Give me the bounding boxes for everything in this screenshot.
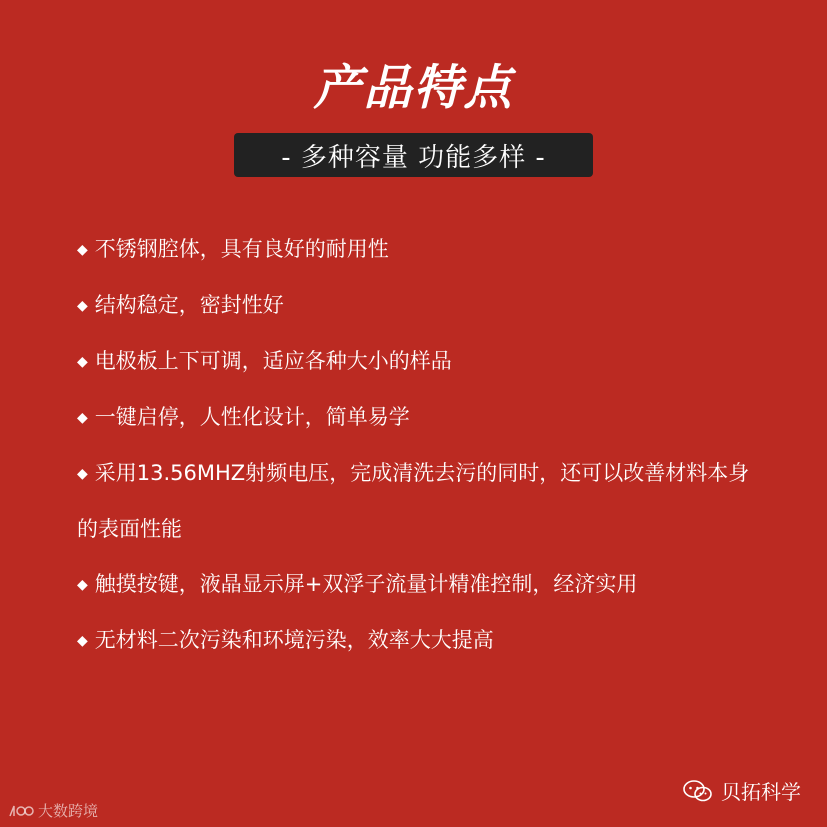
feature-item xyxy=(77,278,757,334)
watermark-label: 大数跨境 xyxy=(38,802,99,820)
brand-signature xyxy=(683,776,801,805)
feature-item xyxy=(77,334,757,390)
feature-item xyxy=(77,446,757,557)
feature-item xyxy=(77,390,757,446)
diamond-bullet-icon: ◆ xyxy=(77,633,88,649)
subtitle-text: - 多种容量 功能多样 - xyxy=(281,142,546,173)
diamond-bullet-icon: ◆ xyxy=(77,242,88,258)
diamond-bullet-icon: ◆ xyxy=(77,466,88,482)
feature-text: 结构稳定，密封性好 xyxy=(94,293,284,317)
feature-text: 无材料二次污染和环境污染，效率大大提高 xyxy=(94,628,494,652)
watermark xyxy=(8,800,98,821)
feature-text: 触摸按键，液晶显示屏+双浮子流量计精准控制，经济实用 xyxy=(94,572,638,596)
subtitle-banner xyxy=(234,133,593,177)
feature-item xyxy=(77,222,757,278)
feature-item xyxy=(77,557,757,613)
diamond-bullet-icon: ◆ xyxy=(77,298,88,314)
wechat-icon xyxy=(683,779,713,803)
watermark-logo-icon xyxy=(8,804,34,818)
page-title: 产品特点 xyxy=(313,60,514,116)
diamond-bullet-icon: ◆ xyxy=(77,577,88,593)
diamond-bullet-icon: ◆ xyxy=(77,354,88,370)
feature-list xyxy=(77,222,757,669)
diamond-bullet-icon: ◆ xyxy=(77,410,88,426)
feature-text: 一键启停，人性化设计，简单易学 xyxy=(94,405,410,429)
feature-text: 采用13.56MHZ射频电压，完成清洗去污的同时，还可以改善材料本身的表面性能 xyxy=(77,461,750,541)
feature-item xyxy=(77,613,757,669)
feature-text: 不锈钢腔体，具有良好的耐用性 xyxy=(94,237,389,261)
brand-label: 贝拓科学 xyxy=(721,780,801,804)
feature-text: 电极板上下可调，适应各种大小的样品 xyxy=(94,349,452,373)
